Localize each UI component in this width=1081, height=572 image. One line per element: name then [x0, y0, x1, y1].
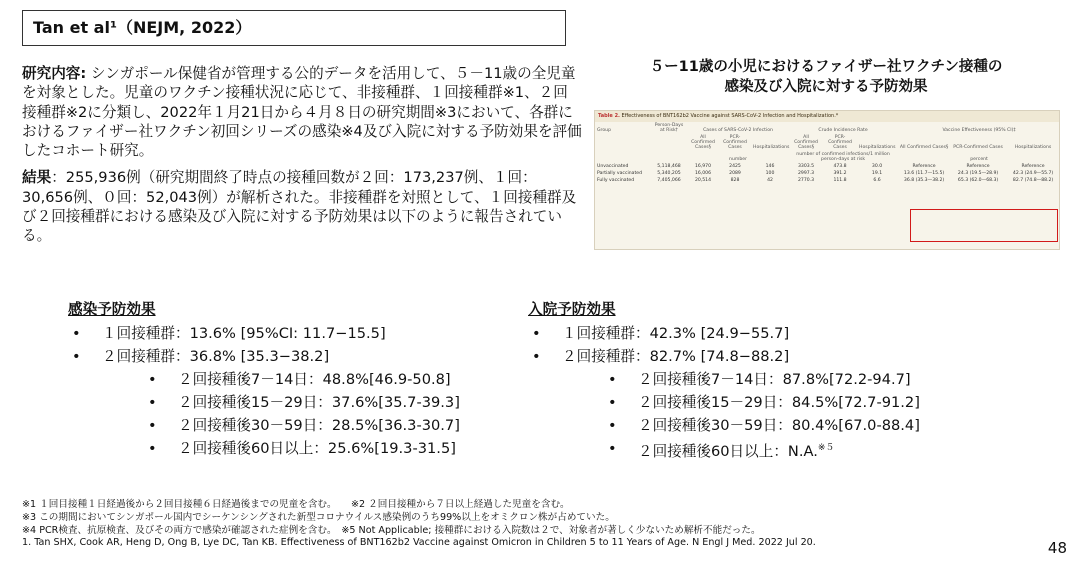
cell: 6.6: [873, 178, 881, 183]
table-row: [595, 177, 1060, 184]
header-cases: Cases of SARS-CoV-2 Infection: [703, 128, 773, 133]
list-item: • １回接種群：42.3% [24.9−55.7]: [528, 322, 1028, 345]
table-row: [595, 163, 1060, 170]
cell: Fully vaccinated: [597, 178, 635, 183]
footnote: ※4 PCR検査、抗原検査、及びその両方で感染が確認された症例を含む。 ※5 Not Applicable; 接種群における入院数は２で、対象者が著しく少ないため解析不能だった。: [22, 524, 761, 536]
cell: 30.0: [871, 164, 883, 169]
cell: 2997.3: [797, 171, 815, 176]
unit-rate: number of confirmed infections/1 million person-days at risk: [796, 152, 890, 162]
cell: Reference: [1021, 164, 1045, 169]
cell: 3303.5: [797, 164, 815, 169]
list-item: • ２回接種後15－29日：37.6%[35.7-39.3]: [68, 391, 518, 414]
header-person-days: Person-Days at Risk†: [654, 123, 684, 133]
list-item: • ２回接種群：36.8% [35.3−38.2]: [68, 345, 518, 368]
cell: 2770.3: [797, 178, 815, 183]
list-item-text: ２回接種後60日以上：N.A.: [638, 442, 818, 460]
table-caption-text: Effectiveness of BNT162b2 Vaccine against SARS-CoV-2 Infection and Hospitalization.*: [621, 113, 839, 119]
table-caption: [595, 111, 1059, 122]
header-all-1: All Confirmed Cases§: [691, 135, 715, 150]
cell: 42: [767, 178, 773, 183]
cell: 13.6 (11.7—15.5): [903, 171, 945, 176]
unit-percent: percent: [970, 157, 988, 162]
list-item: • ２回接種群：82.7% [74.8−88.2]: [528, 345, 1028, 368]
figure-title: [596, 57, 1056, 97]
figure-title-line2: 感染及び入院に対する予防効果: [724, 79, 928, 95]
header-pcr-3: PCR-Confirmed Cases: [953, 145, 1003, 150]
cell: Unvaccinated: [597, 164, 629, 169]
hospitalization-section: [528, 298, 1028, 463]
header-group: Group: [597, 128, 611, 133]
cell: Reference: [966, 164, 990, 169]
infection-section: [68, 298, 518, 460]
slide-title: Tan et al¹（NEJM, 2022）: [22, 10, 566, 46]
study-result: [22, 168, 582, 245]
header-hosp-1: Hospitalizations: [753, 145, 790, 150]
cell: 42.3 (24.9—55.7): [1012, 171, 1054, 176]
cell: 391.2: [833, 171, 847, 176]
list-item: • ２回接種後7－14日：87.8%[72.2-94.7]: [528, 368, 1028, 391]
page-number: 48: [1047, 539, 1067, 557]
unit-number: number: [729, 157, 747, 162]
cell: Partially vaccinated: [597, 171, 643, 176]
header-pcr-1: PCR-Confirmed Cases: [723, 135, 747, 150]
cell: 82.7 (74.8—88.2): [1012, 178, 1054, 183]
cell: 2425: [729, 164, 741, 169]
header-all-3: All Confirmed Cases§: [899, 145, 949, 150]
list-item: • ２回接種後30－59日：80.4%[67.0-88.4]: [528, 414, 1028, 437]
effectiveness-table: [594, 110, 1060, 250]
cell: 473.8: [833, 164, 847, 169]
cell: 100: [765, 171, 775, 176]
study-content-text: シンガポール保健省が管理する公的データを活用して、５－11歳の全児童を対象とした。児童のワクチン接種状況に応じて、非接種群、１回接種群※1、２回接種群※2に分類し、2022年１月21日から４月８日の研究期間※3において、各群におけるファイザー社ワクチン初回シリーズの感染※4及び入院に対する予防効果を評価したコホート研究。: [22, 65, 582, 160]
footnote: ※1 １回目接種１日経過後から２回目接種６日経過後までの児童を含む。 ※2 ２回目接種から７日以上経過した児童を含む。: [22, 499, 570, 510]
list-item: • １回接種群：13.6% [95%CI: 11.7−15.5]: [68, 322, 518, 345]
footnote: 1. Tan SHX, Cook AR, Heng D, Ong B, Lye DC, Tan KB. Effectiveness of BNT162b2 Vaccine against Omicron in Children 5 to 11 Years of Age. N Engl J Med. 2022 Jul 20.: [22, 537, 816, 549]
cell: 828: [730, 178, 740, 183]
cell: 2089: [729, 171, 741, 176]
list-item: [528, 437, 1028, 463]
table-body: [595, 122, 1060, 184]
study-result-label: 結果: [22, 169, 52, 187]
list-item: • ２回接種後60日以上：25.6%[19.3-31.5]: [68, 437, 518, 460]
cell: Reference: [912, 164, 936, 169]
list-item: • ２回接種後30－59日：28.5%[36.3-30.7]: [68, 414, 518, 437]
table-tag: Table 2.: [598, 113, 620, 119]
cell: 20,514: [694, 178, 712, 183]
study-content-label: 研究内容:: [22, 65, 87, 82]
figure-title-line1: ５ー11歳の小児におけるファイザー社ワクチン接種の: [649, 59, 1003, 75]
table-row: [595, 170, 1060, 177]
list-item: • ２回接種後7－14日：48.8%[46.9-50.8]: [68, 368, 518, 391]
header-ve: Vaccine Effectiveness (95% CI)‡: [942, 128, 1016, 133]
study-content: [22, 64, 582, 160]
infection-title: 感染予防効果: [68, 301, 156, 318]
header-crude: Crude Incidence Rate: [818, 128, 868, 133]
footnote-marker: ※５: [817, 443, 835, 453]
list-item: • ２回接種後15－29日：84.5%[72.7-91.2]: [528, 391, 1028, 414]
cell: 24.3 (19.5—28.9): [957, 171, 999, 176]
footnotes: [22, 499, 1022, 550]
hospitalization-list: [528, 322, 1028, 463]
study-result-text: ：255,936例（研究期間終了時点の接種回数が２回：173,237例、１回：30,656例、０回：52,043例）が解析された。非接種群を対照として、１回接種群及び２回接種群における感染及び入院に対する予防効果は以下のように報告されている。: [22, 169, 577, 245]
cell: 16,006: [694, 171, 712, 176]
cell: 5,340,205: [657, 171, 681, 176]
cell: 111.8: [833, 178, 847, 183]
highlight-box: [910, 209, 1058, 242]
header-all-2: All Confirmed Cases§: [794, 135, 818, 150]
header-hosp-2: Hospitalizations: [859, 145, 896, 150]
cell: 5,118,468: [657, 164, 681, 169]
header-pcr-2: PCR-Confirmed Cases: [828, 135, 852, 150]
footnote: ※3 この期間においてシンガポール国内でシーケンシングされた新型コロナウイルス感染例のうち99%以上をオミクロン株が占めていた。: [22, 511, 615, 523]
cell: 65.3 (62.0—68.3): [957, 178, 999, 183]
cell: 7,405,066: [657, 178, 681, 183]
cell: 36.8 (35.3—38.2): [903, 178, 945, 183]
cell: 16,970: [694, 164, 712, 169]
header-hosp-3: Hospitalizations: [1014, 145, 1052, 150]
infection-list: [68, 322, 518, 460]
hospitalization-title: 入院予防効果: [528, 301, 616, 318]
cell: 19.1: [871, 171, 883, 176]
cell: 146: [765, 164, 775, 169]
intro-text: [22, 64, 582, 254]
